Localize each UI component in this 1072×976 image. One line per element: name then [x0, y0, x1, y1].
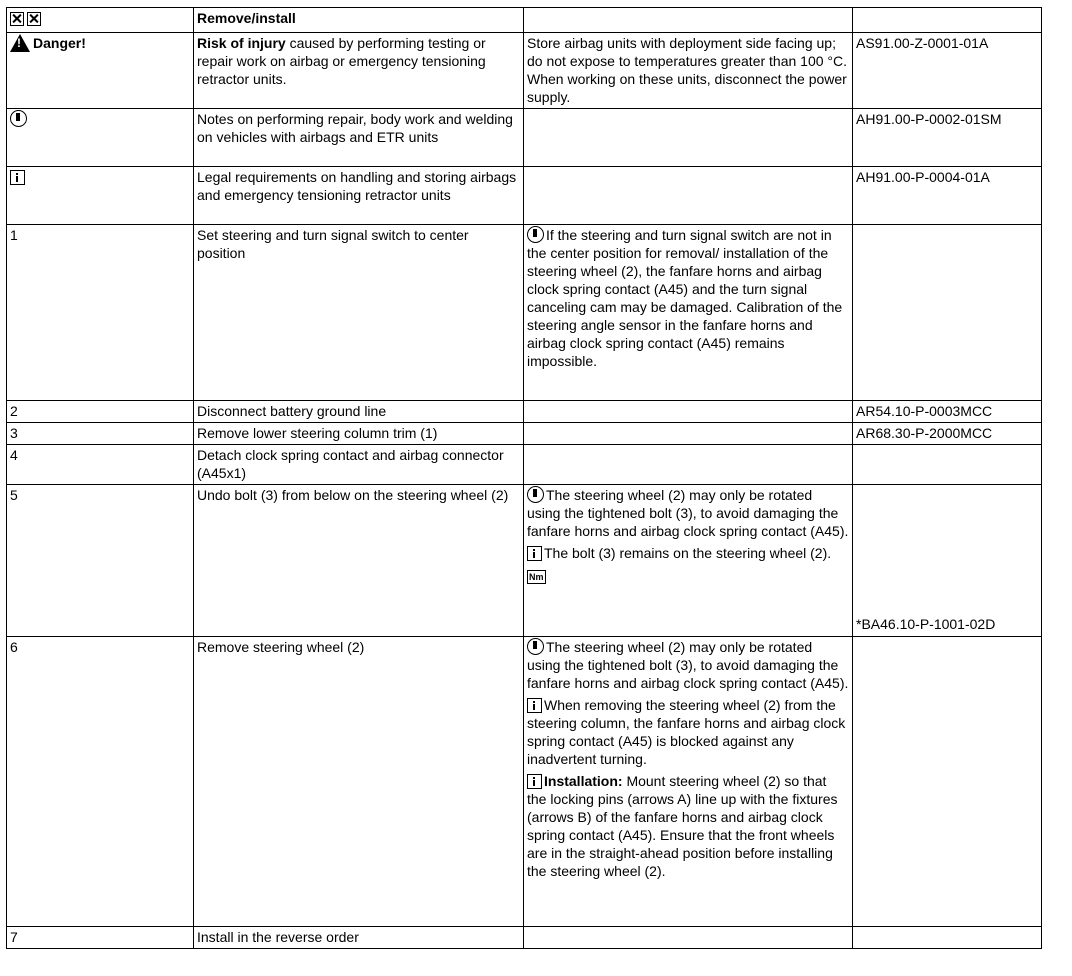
step-number: 4: [7, 445, 194, 485]
warning-triangle-icon: [10, 34, 30, 52]
info-icon: [527, 698, 542, 713]
legal-ref-cell: AH91.00-P-0004-01A: [853, 167, 1042, 225]
note-icon: [10, 110, 27, 127]
risk-heading: Risk of injury: [197, 35, 286, 51]
legal-text-cell: Legal requirements on handling and storing airbags and emergency tensioning retractor units: [194, 167, 524, 225]
step-number: 6: [7, 637, 194, 927]
notes-icon-cell: [7, 109, 194, 167]
info-icon: [10, 170, 25, 185]
step-row-6: [7, 637, 1042, 927]
step-ref: AR54.10-P-0003MCC: [853, 401, 1042, 423]
risk-text: caused by performing testing or repair work on airbag or emergency tensioning retractor units.: [197, 35, 486, 87]
step-row-2: [7, 401, 1042, 423]
step-action: Detach clock spring contact and airbag connector (A45x1): [194, 445, 524, 485]
danger-label: Danger!: [33, 35, 86, 51]
safety-ref-cell: AS91.00-Z-0001-01A: [853, 33, 1042, 109]
step-row-1: [7, 225, 1042, 401]
legal-icon-cell: [7, 167, 194, 225]
remove-tool-icon: [10, 12, 24, 26]
step-action: Undo bolt (3) from below on the steering wheel (2): [194, 485, 524, 637]
torque-nm-icon: Nm: [529, 572, 544, 582]
step-action: Disconnect battery ground line: [194, 401, 524, 423]
header-row: [7, 8, 1042, 33]
header-note-cell: [524, 8, 853, 33]
step-ref: AR68.30-P-2000MCC: [853, 423, 1042, 445]
step-notes: The steering wheel (2) may only be rotated using the tightened bolt (3), to avoid damaging the fanfare horns and airbag clock spring contact (A45). When removing the steering wheel (2) from the steering column, the fanfare horns and airbag clock spring contact (A45) is blocked against any inadvertent turning. Installation: Mount steering wheel (2) so that the locking pins (arrows A) line up with the fixtures (arrows B) of the fanfare horns and airbag clock spring contact (A45). Ensure that the front wheels are in the straight-ahead position before installing the steering wheel (2).: [524, 637, 853, 927]
notes-row: [7, 109, 1042, 167]
procedure-table: [6, 7, 1042, 949]
header-ref-cell: [853, 8, 1042, 33]
step-number: 5: [7, 485, 194, 637]
notes-ref-cell: AH91.00-P-0002-01SM: [853, 109, 1042, 167]
step-action: Install in the reverse order: [194, 927, 524, 949]
step-row-4: [7, 445, 1042, 485]
risk-cell: [194, 33, 524, 109]
step-action: Remove steering wheel (2): [194, 637, 524, 927]
step-number: 7: [7, 927, 194, 949]
step-action: Remove lower steering column trim (1): [194, 423, 524, 445]
step-row-5: [7, 485, 1042, 637]
note-icon: [527, 486, 544, 503]
info-icon: [527, 774, 542, 789]
danger-row: [7, 33, 1042, 109]
note-icon: [527, 226, 544, 243]
step-row-3: [7, 423, 1042, 445]
step-number: 3: [7, 423, 194, 445]
step-row-7: [7, 927, 1042, 949]
danger-cell: [7, 33, 194, 109]
header-icons-cell: [7, 8, 194, 33]
step-ref: *BA46.10-P-1001-02D: [853, 485, 1042, 637]
step-notes: The steering wheel (2) may only be rotated using the tightened bolt (3), to avoid damaging the fanfare horns and airbag clock spring contact (A45). The bolt (3) remains on the steering wheel (2). Nm: [524, 485, 853, 637]
safety-measure-cell: Store airbag units with deployment side facing up; do not expose to temperatures greater than 100 °C. When working on these units, disconnect the power supply.: [524, 33, 853, 109]
step-action: Set steering and turn signal switch to center position: [194, 225, 524, 401]
info-icon: [527, 546, 542, 561]
legal-row: [7, 167, 1042, 225]
note-icon: [527, 638, 544, 655]
step-number: 1: [7, 225, 194, 401]
step-number: 2: [7, 401, 194, 423]
notes-text-cell: Notes on performing repair, body work and welding on vehicles with airbags and ETR units: [194, 109, 524, 167]
step-notes: If the steering and turn signal switch are not in the center position for removal/ installation of the steering wheel (2), the fanfare horns and airbag clock spring contact (A45) and the turn signal canceling cam may be damaged. Calibration of the steering angle sensor in the fanfare horns and airbag clock spring contact (A45) remains impossible.: [524, 225, 853, 401]
install-tool-icon: [27, 12, 41, 26]
header-action-cell: Remove/install: [194, 8, 524, 33]
